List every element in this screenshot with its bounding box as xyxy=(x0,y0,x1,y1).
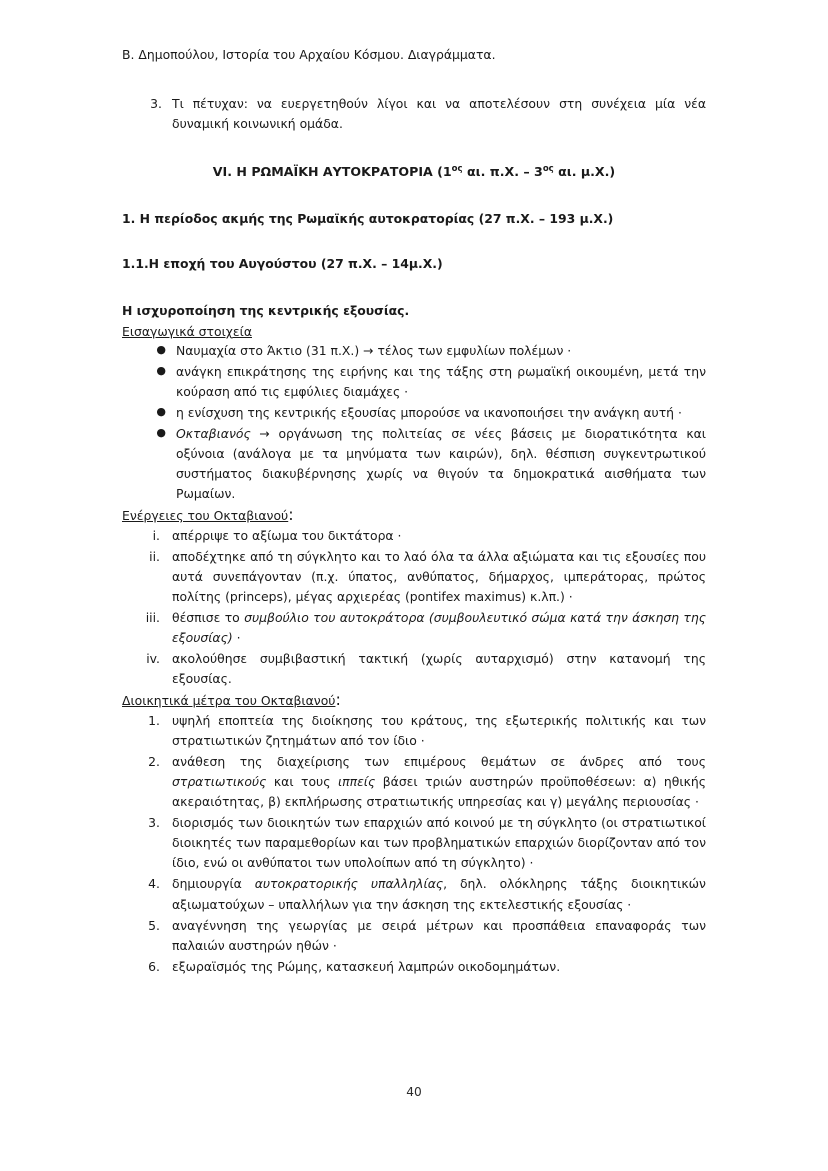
actions-label-wrap xyxy=(122,505,706,525)
list-item-text xyxy=(172,549,706,604)
list-item xyxy=(122,711,706,751)
title-mid: αι. π.Χ. – 3 xyxy=(462,164,543,180)
list-item-text xyxy=(172,610,706,645)
section-number: 1.1. xyxy=(122,255,149,271)
list-item xyxy=(122,813,706,873)
list-marker: iii. xyxy=(145,610,160,626)
section-heading-text: Η εποχή του Αυγούστου (27 π.Χ. – 14μ.Χ.) xyxy=(148,255,443,271)
list-marker: ii. xyxy=(149,548,160,564)
measures-label: Διοικητικά μέτρα του Οκταβιανού xyxy=(122,693,336,709)
page-content xyxy=(122,46,706,978)
list-item-text xyxy=(172,713,706,748)
intro-label-wrap xyxy=(122,321,706,341)
intro-bullet-list xyxy=(122,341,706,505)
plain-text: , δηλ. ολόκληρης τάξης διοικητικών αξιωματούχων – υπαλλήλων για την άσκηση της εκτελεστικής εξουσίας · xyxy=(172,876,706,912)
list-item xyxy=(122,526,706,546)
title-superscript-2: ος xyxy=(542,163,554,174)
list-marker: 3. xyxy=(150,95,162,111)
list-marker: 4. xyxy=(148,876,160,892)
title-prefix: VI. Η ΡΩΜΑΪΚΗ ΑΥΤΟΚΡΑΤΟΡΙΑ (1 xyxy=(212,164,452,180)
list-item-text xyxy=(172,754,706,809)
list-item xyxy=(122,649,706,689)
running-header: Β. Δημοπούλου, Ιστορία του Αρχαίου Κόσμου. Διαγράμματα. xyxy=(122,47,496,62)
measures-list xyxy=(122,711,706,977)
list-item-text xyxy=(176,405,682,420)
list-item xyxy=(122,94,706,134)
plain-text: η ενίσχυση της κεντρικής εξουσίας μπορούσε να ικανοποιήσει την ανάγκη αυτή · xyxy=(176,405,682,420)
list-item-text xyxy=(172,815,706,870)
topic-bold-lead: Η ισχυροποίηση της κεντρικής εξουσίας. xyxy=(122,303,410,319)
plain-text: βάσει τριών αυστηρών προϋποθέσεων: α) ηθικής ακεραιότητας, β) εκπλήρωσης στρατιωτικής υπηρεσίας και γ) μεγάλης περιουσίας · xyxy=(172,773,706,810)
actions-label: Ενέργειες του Οκταβιανού xyxy=(122,508,289,524)
bullet-icon: ● xyxy=(156,405,166,418)
plain-text: και τους xyxy=(266,773,338,789)
list-marker: 3. xyxy=(148,815,160,831)
list-marker: 1. xyxy=(148,712,160,728)
emphasis-text: ιππείς xyxy=(337,773,376,789)
measures-label-wrap xyxy=(122,690,706,710)
list-marker: 6. xyxy=(148,958,160,974)
list-item xyxy=(122,608,706,648)
list-item-text xyxy=(176,343,571,358)
plain-text: · xyxy=(232,630,241,646)
list-marker: 5. xyxy=(148,917,160,933)
plain-text: θέσπισε το xyxy=(172,610,245,626)
list-item xyxy=(122,547,706,607)
list-item xyxy=(122,916,706,956)
emphasis-text: αυτοκρατορικής υπαλληλίας xyxy=(254,876,444,892)
intro-label: Εισαγωγικά στοιχεία xyxy=(122,323,252,339)
measures-label-tail: : xyxy=(335,690,341,710)
list-item xyxy=(122,957,706,977)
list-item xyxy=(122,362,706,402)
plain-text: απέρριψε το αξίωμα του δικτάτορα · xyxy=(172,527,402,543)
plain-text: δημιουργία xyxy=(172,876,255,892)
bullet-icon: ● xyxy=(156,342,166,356)
page-title xyxy=(122,163,706,182)
list-item-text xyxy=(172,528,401,543)
plain-text: ακολούθησε συμβιβαστική τακτική (χωρίς αυταρχισμό) στην κατανομή της εξουσίας. xyxy=(172,651,706,687)
list-marker: i. xyxy=(152,527,160,543)
list-item-text xyxy=(172,876,706,911)
plain-text: υψηλή εποπτεία της διοίκησης του κράτους, της εξωτερικής πολιτικής και των στρατιωτικών ζητημάτων από τον ίδιο · xyxy=(172,712,706,748)
carryover-list xyxy=(122,94,706,134)
bullet-icon: ● xyxy=(156,363,166,377)
plain-text: ανάθεση της διαχείρισης των επιμέρους θεμάτων σε άνδρες από τους xyxy=(172,753,706,769)
list-item xyxy=(122,403,706,423)
emphasis-text: στρατιωτικούς xyxy=(172,773,267,789)
emphasis-text: συμβούλιο του αυτοκράτορα (συμβουλευτικό σώμα κατά την άσκηση της εξουσίας) xyxy=(172,610,706,646)
list-marker: iv. xyxy=(146,651,160,667)
plain-text: αποδέχτηκε από τη σύγκλητο και το λαό όλα τα άλλα αξιώματα και τις εξουσίες που αυτά συνεπάγονταν (π.χ. ύπατος, ανθύπατος, δήμαρχος, ιμπεράτορας, πρώτος πολίτης (princeps), μέγας αρχιερέας (pontifex maximus) κ.λπ.) · xyxy=(172,548,706,604)
bullet-icon: ● xyxy=(156,426,166,440)
list-item xyxy=(122,752,706,812)
list-item-text: Τι πέτυχαν: να ευεργετηθούν λίγοι και να αποτελέσουν στη συνέχεια μία νέα δυναμική κοινωνική ομάδα. xyxy=(172,95,706,132)
emphasis-text: Οκταβιανός xyxy=(176,426,251,442)
list-item-text xyxy=(172,959,560,974)
actions-list xyxy=(122,526,706,690)
list-item-text xyxy=(176,426,706,501)
plain-text: αναγέννηση της γεωργίας με σειρά μέτρων και προσπάθεια επαναφοράς των παλαιών αυστηρών ηθών · xyxy=(172,917,706,953)
list-item-text xyxy=(172,918,706,953)
plain-text: → οργάνωση της πολιτείας σε νέες βάσεις με διορατικότητα και οξύνοια (ανάλογα με τα μηνύματα των καιρών), δηλ. θέσπιση συγκεντρωτικού συστήματος διακυβέρνησης χωρίς να θιγούν τα δημοκρατικά αισθήματα των Ρωμαίων. xyxy=(176,426,706,502)
plain-text: εξωραϊσμός της Ρώμης, κατασκευή λαμπρών οικοδομημάτων. xyxy=(172,958,561,974)
list-marker: 2. xyxy=(148,753,160,769)
list-item xyxy=(122,874,706,914)
section-heading-1-1 xyxy=(122,255,706,274)
plain-text: διορισμός των διοικητών των επαρχιών από κοινού με τη σύγκλητο (οι στρατιωτικοί διοικητές των παραμεθορίων και των προβληματικών επαρχιών διορίζονταν από τον ίδιο, ενώ οι ανθύπατοι των υπολοίπων από τη σύγκλητο) · xyxy=(172,815,706,871)
title-suffix: αι. μ.Χ.) xyxy=(553,164,616,180)
title-superscript-1: ος xyxy=(451,163,463,174)
list-item-text xyxy=(176,364,706,399)
list-item xyxy=(122,424,706,504)
actions-label-tail: : xyxy=(288,505,294,525)
list-item xyxy=(122,341,706,361)
page-number: 40 xyxy=(406,1085,422,1099)
list-item-text xyxy=(172,651,706,686)
section-heading-1: 1. Η περίοδος ακμής της Ρωμαϊκής αυτοκρατορίας (27 π.Χ. – 193 μ.Χ.) xyxy=(122,211,614,227)
plain-text: Ναυμαχία στο Άκτιο (31 π.Χ.) → τέλος των εμφυλίων πολέμων · xyxy=(176,342,572,358)
plain-text: ανάγκη επικράτησης της ειρήνης και της τάξης στη ρωμαϊκή οικουμένη, μετά την κούραση από τις εμφύλιες διαμάχες · xyxy=(176,363,706,399)
